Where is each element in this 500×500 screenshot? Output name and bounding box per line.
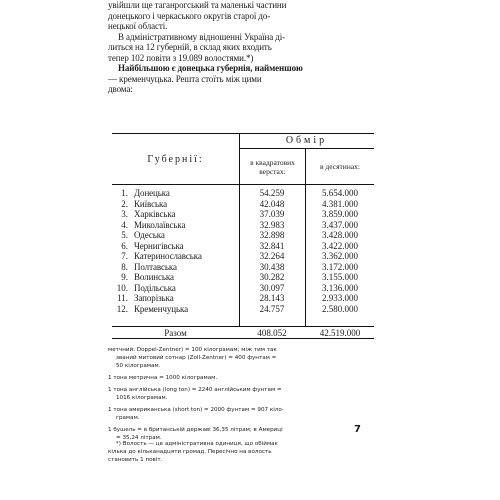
header-desiatyny: в десятинах: bbox=[320, 162, 360, 171]
table-row bbox=[112, 251, 374, 262]
area-desiatyny: 3.428.000 bbox=[322, 230, 358, 240]
row-number: 9. bbox=[121, 272, 128, 282]
note-line: 1 тона англійська (long ton) = 2240 англійським фунтам = bbox=[108, 387, 282, 393]
row-number: 2. bbox=[121, 198, 128, 209]
intro-line: литься на 12 губерній, в склад яких входить bbox=[108, 42, 272, 52]
page-number: 7 bbox=[354, 424, 361, 435]
area-desiatyny: 3.155.000 bbox=[322, 272, 358, 282]
table-row bbox=[112, 188, 374, 199]
gubernia-name: Київська bbox=[134, 198, 168, 209]
table-row bbox=[112, 283, 374, 294]
area-desiatyny: 2.933.000 bbox=[322, 293, 358, 303]
area-desiatyny: 3.859.000 bbox=[322, 209, 358, 219]
area-versts: 32.983 bbox=[259, 219, 285, 230]
table-row bbox=[112, 272, 374, 283]
note-line: 1016 кілограмам. bbox=[116, 395, 168, 401]
area-versts: 30.097 bbox=[259, 282, 285, 293]
footnote-line: *) Волость — це адміністративна одиниця, що обіймає bbox=[116, 441, 278, 447]
intro-line: увійшли ще таганрогський та маленькі частини bbox=[108, 0, 287, 10]
table-bottom-rule bbox=[112, 338, 374, 339]
total-label: Разом bbox=[164, 328, 187, 338]
note-line: званий митовий сотнар (Zoll-Zentner) = 400 фунтам = bbox=[116, 355, 277, 361]
intro-line: донецького і черкаського округів старої до- bbox=[108, 10, 271, 21]
column-divider bbox=[305, 183, 306, 326]
area-versts: 42.048 bbox=[259, 198, 285, 209]
row-number: 11. bbox=[117, 293, 128, 303]
gubernia-name: Полтавська bbox=[134, 261, 177, 272]
intro-paragraph bbox=[108, 0, 390, 95]
table-row bbox=[112, 293, 374, 304]
note-line: 50 кілограмам. bbox=[116, 363, 161, 369]
intro-line: Найбільшою є донецька губернія, найменшою bbox=[118, 63, 303, 73]
gubernia-name: Запорізька bbox=[134, 293, 174, 303]
row-number: 7. bbox=[121, 251, 128, 261]
area-desiatyny: 3.136.000 bbox=[322, 282, 358, 293]
intro-line: двома: bbox=[108, 84, 133, 94]
row-number: 3. bbox=[121, 209, 128, 219]
area-versts: 32.898 bbox=[259, 230, 285, 240]
header-gubernii: Губернії: bbox=[147, 153, 204, 165]
table-header bbox=[112, 134, 374, 185]
gubernia-name: Донецька bbox=[134, 188, 170, 198]
area-versts: 30.438 bbox=[259, 261, 285, 272]
footnote-line: кілька до кільканадцяти громад. Пересічно на волость bbox=[108, 449, 272, 455]
row-number: 10. bbox=[116, 282, 128, 293]
table-row bbox=[112, 304, 374, 315]
table-row bbox=[112, 241, 374, 252]
area-desiatyny: 2.580.000 bbox=[322, 303, 358, 314]
measure-notes bbox=[108, 346, 390, 442]
note-line: 1 тона метрична = 1000 кілограмам. bbox=[108, 375, 218, 381]
footnote bbox=[108, 440, 390, 464]
intro-line: — кременчуцька. Решта стоїть між цими bbox=[108, 73, 262, 84]
area-desiatyny: 3.422.000 bbox=[322, 240, 358, 251]
table-row bbox=[112, 220, 374, 231]
intro-line: нецької області. bbox=[108, 21, 168, 31]
area-desiatyny: 4.381.000 bbox=[322, 198, 358, 209]
note-line: 1 бушель = в британській державі 36,35 літрам; в Америці bbox=[108, 427, 283, 433]
area-versts: 28.143 bbox=[259, 293, 285, 303]
area-desiatyny: 5.654.000 bbox=[322, 188, 358, 198]
area-versts: 30.282 bbox=[259, 272, 285, 282]
row-number: 1. bbox=[121, 188, 128, 198]
table-row bbox=[112, 209, 374, 220]
row-number: 5. bbox=[121, 230, 128, 240]
gubernia-name: Катеринославська bbox=[134, 251, 202, 261]
area-versts: 54.259 bbox=[259, 188, 285, 198]
gubernia-name: Чернигівська bbox=[134, 240, 184, 251]
gubernii-table bbox=[112, 133, 374, 314]
header-area: в квадратових верстах: bbox=[250, 157, 295, 176]
gubernia-name: Подільська bbox=[134, 282, 176, 293]
gubernia-name: Одеська bbox=[134, 230, 165, 240]
row-number: 6. bbox=[121, 240, 128, 251]
area-versts: 37.039 bbox=[259, 209, 285, 219]
footnote-line: становить 1 повіт. bbox=[108, 457, 163, 463]
gubernia-name: Миколаївська bbox=[134, 219, 186, 230]
column-divider bbox=[239, 183, 240, 326]
table-row bbox=[112, 199, 374, 210]
book-page bbox=[108, 0, 390, 500]
table-row bbox=[112, 230, 374, 241]
area-versts: 24.757 bbox=[259, 303, 285, 314]
intro-line: тепер 102 повіти з 19.089 волостями.*) bbox=[108, 52, 254, 63]
table-row bbox=[112, 262, 374, 273]
gubernia-name: Волинська bbox=[134, 272, 174, 282]
total-desiatyny: 42.519.000 bbox=[319, 328, 361, 338]
row-number: 8. bbox=[121, 261, 128, 272]
area-desiatyny: 3.437.000 bbox=[322, 219, 358, 230]
row-number: 12. bbox=[116, 303, 128, 314]
row-number: 4. bbox=[121, 219, 128, 230]
gubernia-name: Кременчуцька bbox=[134, 303, 188, 314]
area-desiatyny: 3.362.000 bbox=[322, 251, 358, 261]
note-line: = 35,24 літрам. bbox=[116, 435, 162, 441]
area-desiatyny: 3.172.000 bbox=[322, 261, 358, 272]
area-versts: 32.264 bbox=[259, 251, 285, 261]
area-versts: 32.841 bbox=[259, 240, 285, 251]
total-area: 408.052 bbox=[257, 328, 287, 338]
gubernia-name: Харківська bbox=[134, 209, 176, 219]
table-body bbox=[112, 185, 374, 314]
note-line: метчний: Doppel-Zentner) = 100 кілограмам; між тим так bbox=[108, 347, 277, 353]
note-line: грамам. bbox=[116, 415, 140, 421]
intro-line: В адміністративному відношенні Україна ді- bbox=[118, 31, 286, 42]
note-line: 1 тона американська (short ton) = 2000 фунтам = 907 кіло- bbox=[108, 407, 284, 413]
header-obmir: Обмір bbox=[239, 134, 374, 149]
